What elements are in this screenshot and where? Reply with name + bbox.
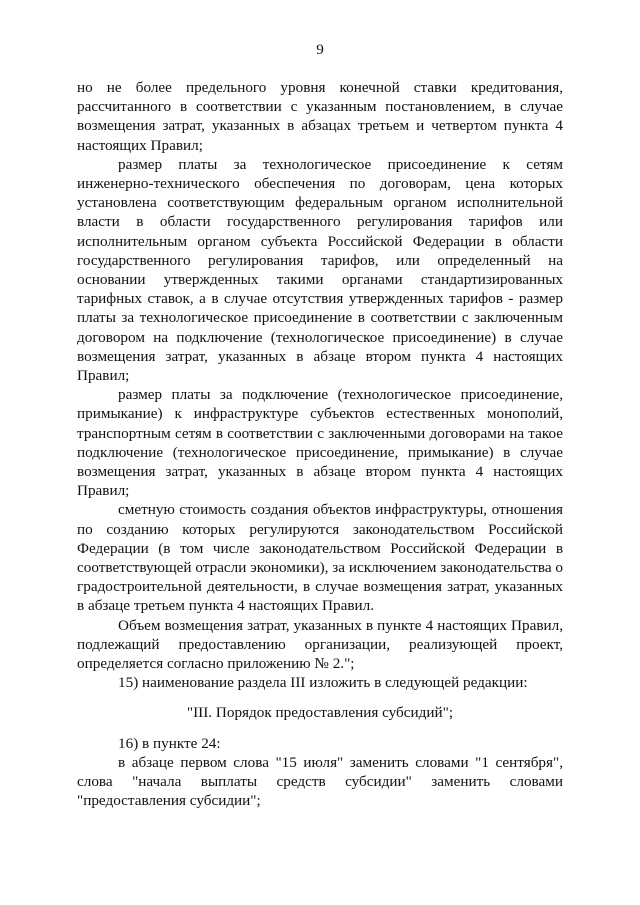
section-heading: "III. Порядок предоставления субсидий"; [186,703,454,721]
paragraph-item-16: 16) в пункте 24: [118,734,221,752]
document-body [77,78,563,811]
paragraph-estimated-cost: сметную стоимость создания объектов инфраструктуры, отношения по созданию которых регулируются законодательством Российской Федерации (в том числе законодательством Российской Федерации в соответствующей отрасли экономики), за исключением законодательства о градостроительной деятельности, в случае возмещения затрат, указанных в абзаце третьем пункта 4 настоящих Правил. [77,501,563,615]
paragraph-item-16-amendment: в абзаце первом слова "15 июля" заменить словами "1 сентября", слова "начала выплаты средств субсидии" заменить словами "предоставления субсидии"; [77,753,563,810]
paragraph-infrastructure-connection-fee: размер платы за подключение (технологическое присоединение, примыкание) к инфраструктуре субъектов естественных монополий, транспортным сетям в соответствии с заключенными договорами на такое подключение (технологическое присоединение, примыкание) в случае возмещения затрат, указанных в абзаце втором пункта 4 настоящих Правил; [77,386,563,500]
paragraph-tech-connection-fee: размер платы за технологическое присоединение к сетям инженерно-технического обеспечения по договорам, цена которых установлена соответствующим федеральным органом исполнительной власти в области государственного регулирования тарифов или исполнительным органом субъекта Российской Федерации в области государственного регулирования тарифов, или определенный на основании утвержденных такими органами стандартизированных тарифных ставок, а в случае отсутствия утвержденных тарифов - размер платы за технологическое присоединение в соответствии с заключенным договором на подключение (технологическое присоединение) в случае возмещения затрат, указанных в абзаце втором пункта 4 настоящих Правил; [77,155,563,385]
paragraph-item-15: 15) наименование раздела III изложить в следующей редакции: [118,674,528,692]
page-number: 9 [316,41,324,58]
paragraph-reimbursement-volume: Объем возмещения затрат, указанных в пункте 4 настоящих Правил, подлежащий предоставлению организации, реализующей проект, определяется согласно приложению № 2."; [77,616,563,673]
paragraph-continuation: но не более предельного уровня конечной ставки кредитования, рассчитанного в соответствии с указанным постановлением, в случае возмещения затрат, указанных в абзацах третьем и четвертом пункта 4 настоящих Правил; [77,79,563,154]
